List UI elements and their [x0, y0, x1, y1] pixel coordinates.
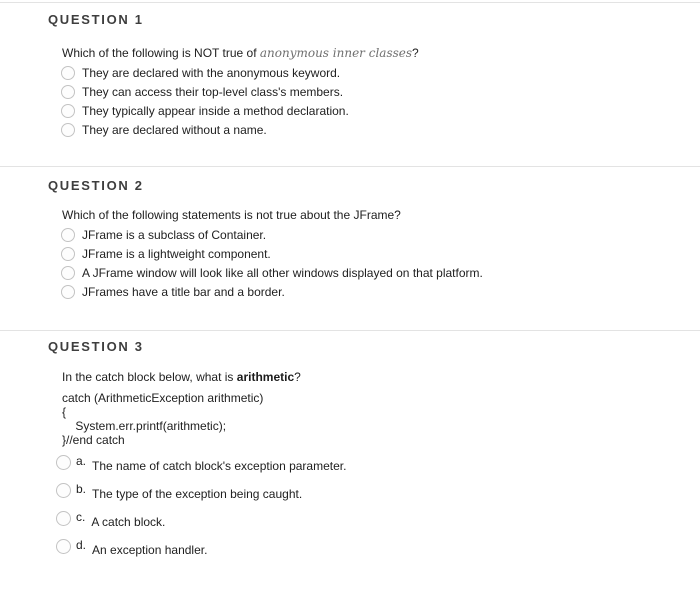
option-label: JFrame is a subclass of Container. — [82, 227, 267, 242]
question-3-options — [56, 455, 700, 559]
question-3-section — [0, 330, 700, 601]
option-label: They can access their top-level class's members. — [82, 84, 344, 99]
question-2-options — [61, 225, 700, 301]
radio-button-icon[interactable] — [61, 66, 75, 80]
radio-button-icon[interactable] — [61, 228, 75, 242]
option-letter: d. — [76, 538, 87, 552]
answer-option[interactable] — [61, 82, 700, 101]
question-1-prompt — [62, 46, 700, 60]
question-3-header: QUESTION 3 — [48, 339, 144, 354]
answer-option[interactable] — [61, 263, 700, 282]
answer-option[interactable] — [56, 455, 700, 475]
radio-button-icon[interactable] — [61, 285, 75, 299]
radio-button-icon[interactable] — [61, 85, 75, 99]
radio-button-icon[interactable] — [56, 483, 71, 498]
answer-option[interactable] — [61, 120, 700, 139]
question-3-prompt — [62, 370, 700, 384]
option-label: An exception handler. — [92, 543, 208, 557]
prompt-emphasis: anonymous inner classes — [259, 46, 413, 60]
question-2-prompt: Which of the following statements is not true about the JFrame? — [62, 208, 401, 222]
radio-button-icon[interactable] — [56, 455, 71, 470]
option-label: A catch block. — [91, 515, 166, 529]
radio-button-icon[interactable] — [56, 539, 71, 554]
option-label: JFrame is a lightweight component. — [82, 246, 271, 261]
quiz-page — [0, 2, 700, 601]
option-letter: a. — [76, 454, 87, 468]
code-line: catch (ArithmeticException arithmetic) — [62, 391, 264, 405]
question-1-header: QUESTION 1 — [48, 12, 144, 27]
code-block — [62, 391, 700, 447]
code-line: { — [62, 405, 67, 419]
option-label: The name of catch block's exception parameter. — [92, 459, 347, 473]
radio-button-icon[interactable] — [61, 104, 75, 118]
option-letter: b. — [76, 482, 87, 496]
answer-option[interactable] — [61, 63, 700, 82]
answer-option[interactable] — [61, 244, 700, 263]
prompt-text: Which of the following is NOT true of — [62, 46, 260, 60]
answer-option[interactable] — [56, 511, 700, 531]
prompt-text: ? — [294, 370, 301, 384]
prompt-text: ? — [412, 46, 419, 60]
question-1-section — [0, 2, 700, 166]
option-label: The type of the exception being caught. — [92, 487, 303, 501]
answer-option[interactable] — [61, 101, 700, 120]
answer-option[interactable] — [61, 282, 700, 301]
prompt-bold-term: arithmetic — [236, 370, 295, 384]
option-label: They are declared without a name. — [82, 122, 267, 137]
answer-option[interactable] — [56, 539, 700, 559]
code-line: }//end catch — [62, 433, 125, 447]
option-letter: c. — [76, 510, 86, 524]
radio-button-icon[interactable] — [61, 123, 75, 137]
radio-button-icon[interactable] — [56, 511, 71, 526]
option-label: They are declared with the anonymous keyword. — [82, 65, 341, 80]
question-1-options — [61, 63, 700, 139]
answer-option[interactable] — [61, 225, 700, 244]
question-2-header: QUESTION 2 — [48, 178, 144, 193]
question-2-section — [0, 166, 700, 330]
code-line: System.err.printf(arithmetic); — [62, 419, 227, 433]
answer-option[interactable] — [56, 483, 700, 503]
option-label: They typically appear inside a method declaration. — [82, 103, 349, 118]
radio-button-icon[interactable] — [61, 247, 75, 261]
radio-button-icon[interactable] — [61, 266, 75, 280]
option-label: A JFrame window will look like all other windows displayed on that platform. — [82, 265, 483, 280]
prompt-text: In the catch block below, what is — [62, 370, 237, 384]
option-label: JFrames have a title bar and a border. — [82, 284, 285, 299]
